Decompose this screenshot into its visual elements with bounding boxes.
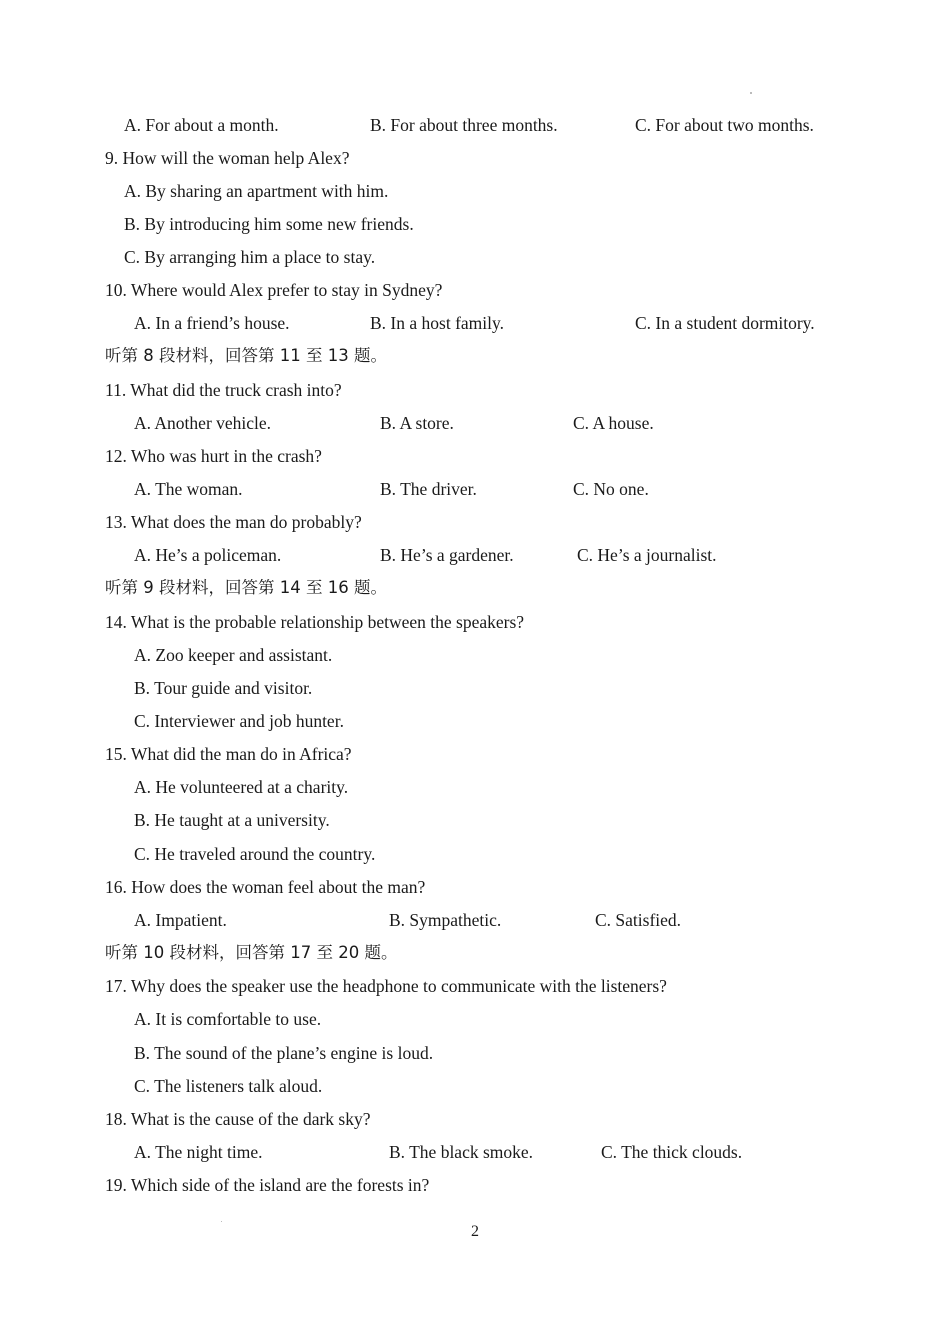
q8-option-a: A. For about a month. (124, 115, 279, 135)
section-8-heading: 听第 8 段材料，回答第 11 至 13 题。 (105, 346, 387, 365)
q14-option-b: B. Tour guide and visitor. (134, 678, 313, 698)
q9-question: 9. How will the woman help Alex? (105, 148, 350, 168)
q15-option-b: B. He taught at a university. (134, 810, 330, 830)
q18-question: 18. What is the cause of the dark sky? (105, 1109, 371, 1129)
q17-option-a: A. It is comfortable to use. (134, 1009, 322, 1029)
q14-option-c: C. Interviewer and job hunter. (134, 711, 344, 731)
q15-question: 15. What did the man do in Africa? (105, 744, 352, 764)
q12-option-c: C. No one. (573, 479, 649, 499)
q13-option-a: A. He’s a policeman. (134, 545, 282, 565)
q17-question: 17. Why does the speaker use the headphone to communicate with the listeners? (105, 976, 667, 996)
q10-option-a: A. In a friend’s house. (134, 313, 290, 333)
q18-option-a: A. The night time. (134, 1142, 263, 1162)
q11-option-c: C. A house. (573, 413, 654, 433)
q8-option-c: C. For about two months. (635, 115, 814, 135)
q13-option-c: C. He’s a journalist. (577, 545, 717, 565)
q16-option-a: A. Impatient. (134, 910, 227, 930)
q11-option-b: B. A store. (380, 413, 454, 433)
q18-option-c: C. The thick clouds. (601, 1142, 743, 1162)
q12-option-b: B. The driver. (380, 479, 477, 499)
q16-option-c: C. Satisfied. (595, 910, 682, 930)
q9-option-b: B. By introducing him some new friends. (124, 214, 414, 234)
q18-option-b: B. The black smoke. (389, 1142, 534, 1162)
q13-question: 13. What does the man do probably? (105, 512, 362, 532)
page-number: 2 (471, 1223, 479, 1240)
q17-option-c: C. The listeners talk aloud. (134, 1076, 323, 1096)
q10-option-c: C. In a student dormitory. (635, 313, 815, 333)
section-10-heading: 听第 10 段材料，回答第 17 至 20 题。 (105, 943, 398, 962)
q12-option-a: A. The woman. (134, 479, 243, 499)
q14-question: 14. What is the probable relationship between the speakers? (105, 612, 525, 632)
q9-option-c: C. By arranging him a place to stay. (124, 247, 376, 267)
q14-option-a: A. Zoo keeper and assistant. (134, 645, 333, 665)
q15-option-a: A. He volunteered at a charity. (134, 777, 349, 797)
q11-question: 11. What did the truck crash into? (105, 380, 342, 400)
q19-question: 19. Which side of the island are the forests in? (105, 1175, 430, 1195)
scan-speck (750, 92, 752, 94)
q16-question: 16. How does the woman feel about the man? (105, 877, 426, 897)
q8-option-b: B. For about three months. (370, 115, 558, 135)
q15-option-c: C. He traveled around the country. (134, 844, 376, 864)
q9-option-a: A. By sharing an apartment with him. (124, 181, 389, 201)
section-9-heading: 听第 9 段材料，回答第 14 至 16 题。 (105, 578, 387, 597)
q12-question: 12. Who was hurt in the crash? (105, 446, 322, 466)
scan-speck (221, 1221, 222, 1222)
q17-option-b: B. The sound of the plane’s engine is loud. (134, 1043, 434, 1063)
q11-option-a: A. Another vehicle. (134, 413, 272, 433)
q16-option-b: B. Sympathetic. (389, 910, 502, 930)
q10-question: 10. Where would Alex prefer to stay in Sydney? (105, 280, 443, 300)
q13-option-b: B. He’s a gardener. (380, 545, 514, 565)
q10-option-b: B. In a host family. (370, 313, 504, 333)
